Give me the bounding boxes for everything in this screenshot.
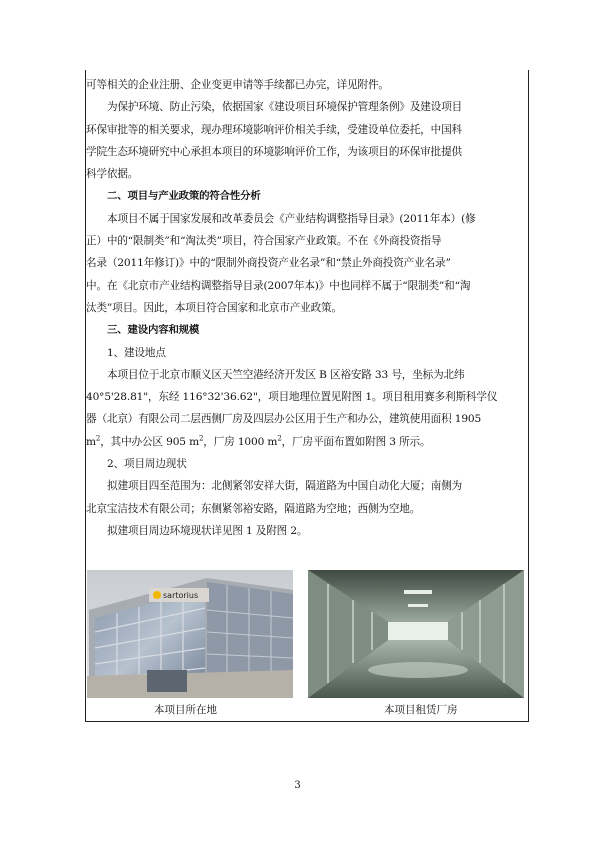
subheading-surroundings: 2、项目周边现状 xyxy=(107,458,187,471)
page-number: 3 xyxy=(294,780,301,791)
text-line: 科学依据。 xyxy=(86,168,139,181)
text-line: 拟建项目四至范围为：北侧紧邻安祥大街，隔道路为中国自动化大厦；南侧为 xyxy=(107,480,463,493)
text-line: 40°5'28.81"，东经 116°32'36.62"，项目地理位置见附图 1。项目租用赛多利斯科学仪 xyxy=(86,391,498,404)
text-line: 北京宝洁技术有限公司；东侧紧邻裕安路，隔道路为空地；西侧为空地。 xyxy=(86,502,421,515)
photo-caption-left: 本项目所在地 xyxy=(154,704,217,716)
text-line: 正）中的“限制类”和“淘汰类”项目，符合国家产业政策。不在《外商投资指导 xyxy=(86,235,442,248)
section-heading-3: 三、建设内容和规模 xyxy=(107,324,200,337)
text-line: 学院生态环境研究中心承担本项目的环境影响评价工作，为该项目的环保审批提供 xyxy=(86,145,462,158)
text-line: 本项目位于北京市顺义区天竺空港经济开发区 B 区裕安路 33 号，坐标为北纬 xyxy=(107,368,465,381)
building-photo xyxy=(87,570,293,698)
area-line: $m^2$，其中办公区 905 $m^2$，厂房 1000 $m^2$，厂房平面布置如附图 3 所示。 xyxy=(86,434,431,448)
text-line: 名录（2011年修订)》中的“限制外商投资产业名录”和“禁止外商投资产业名录” xyxy=(86,257,451,270)
figures-note: 拟建项目周边环境现状详见图 1 及附图 2。 xyxy=(107,524,308,537)
subheading-site: 1、建设地点 xyxy=(107,346,166,359)
site-paragraph xyxy=(86,364,526,453)
photo-row xyxy=(86,570,526,720)
text-line: 汰类”项目。因此，本项目符合国家和北京市产业政策。 xyxy=(86,301,342,314)
photo-caption-right: 本项目租赁厂房 xyxy=(384,704,458,716)
surroundings-paragraph xyxy=(86,475,526,520)
intro-line: 可等相关的企业注册、企业变更申请等手续都已办完，详见附件。 xyxy=(86,79,389,91)
policy-paragraph xyxy=(86,208,526,319)
text-line: 本项目不属于国家发展和改革委员会《产业结构调整指导目录》(2011年本）(修 xyxy=(107,212,476,225)
building-logo-text: sartorius xyxy=(163,591,199,600)
text-line: 为保护环境、防止污染，依据国家《建设项目环境保护管理条例》及建设项目 xyxy=(107,101,463,114)
document-body xyxy=(86,74,526,542)
section-heading-2: 二、项目与产业政策的符合性分析 xyxy=(107,190,261,203)
text-line: 中。在《北京市产业结构调整指导目录(2007年本)》中也同样不属于“限制类”和“淘 xyxy=(86,279,471,292)
text-line: 器（北京）有限公司二层西侧厂房及四层办公区用于生产和办公，建筑使用面积 1905 xyxy=(86,413,482,426)
factory-interior-photo xyxy=(308,570,524,698)
env-paragraph xyxy=(86,96,526,185)
text-line: 环保审批等的相关要求，现办理环境影响评价相关手续，受建设单位委托，中国科 xyxy=(86,123,462,136)
